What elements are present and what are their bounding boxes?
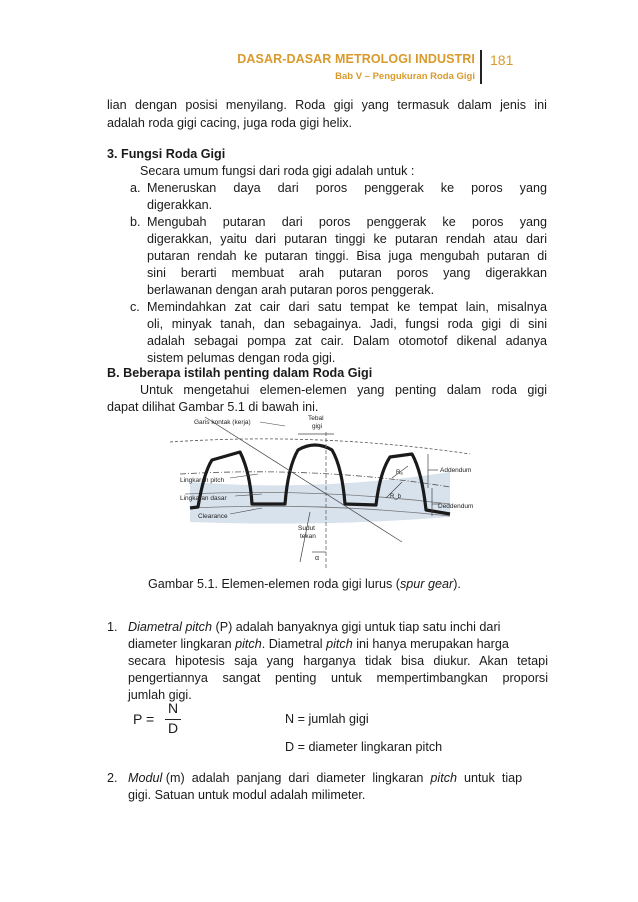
garis-kontak-leader (260, 422, 285, 426)
item-c-marker: c. (130, 300, 140, 314)
label-lingkaran-pitch: Lingkaran pitch (180, 477, 225, 484)
label-alpha: α (315, 555, 320, 562)
definition-2-number: 2. (107, 771, 118, 785)
header-divider (480, 50, 482, 84)
label-rb: R_b (390, 494, 402, 500)
running-header-subtitle: Bab V – Pengukuran Roda Gigi (335, 71, 475, 82)
label-garis-kontak: Garis kontak (kerja) (194, 419, 251, 426)
intro-line-2: adalah roda gigi cacing, juga roda gigi helix. (107, 116, 353, 130)
item-a-marker: a. (130, 181, 141, 195)
formula-numerator: N (168, 700, 179, 716)
item-a-line-1: Meneruskan daya dari poros penggerak ke poros yang (147, 181, 547, 195)
figure-caption: Gambar 5.1. Elemen-elemen roda gigi lurus (spur gear). (148, 577, 461, 591)
item-c-line-1: Memindahkan zat cair dari satu tempat ke tempat lain, misalnya (147, 300, 547, 314)
item-b-line-1: Mengubah putaran dari poros penggerak ke poros yang (147, 215, 547, 229)
gear-diagram (150, 412, 490, 572)
definition-1-line-3: secara hipotesis saja yang harganya tidak bisa diukur. Akan tetapi (128, 654, 548, 668)
label-addendum: Addendum (440, 467, 472, 474)
label-ra: Rₐ (396, 470, 403, 476)
pitch-leader (230, 474, 258, 478)
formula-note-1: N = jumlah gigi (285, 712, 369, 726)
label-tebal: Tebal (308, 415, 324, 422)
definition-1-number: 1. (107, 620, 118, 634)
formula-lhs: P = (133, 711, 155, 727)
label-deddendum: Deddendum (438, 503, 474, 510)
running-header-title: DASAR-DASAR METROLOGI INDUSTRI (237, 52, 475, 66)
item-c-line-4: sistem pelumas dengan roda gigi. (147, 351, 336, 365)
item-a-line-2: digerakkan. (147, 198, 213, 212)
section-3-heading: 3. Fungsi Roda Gigi (107, 147, 226, 161)
section-b-line-1: Untuk mengetahui elemen-elemen yang penting dalam roda gigi (140, 383, 547, 397)
gear-body-shading (190, 472, 450, 524)
label-gigi: gigi (312, 423, 323, 430)
item-b-marker: b. (130, 215, 141, 229)
label-clearance: Clearance (198, 513, 228, 520)
label-lingkaran-dasar: Lingkaran dasar (180, 495, 227, 502)
item-b-line-5: berlawanan dengan arah putaran poros penggerak. (147, 283, 435, 297)
formula-note-2: D = diameter lingkaran pitch (285, 740, 443, 754)
item-b-line-4: sini berarti membuat arah putaran poros yang digerakkan (147, 266, 547, 280)
section-b-line-2: dapat dilihat Gambar 5.1 di bawah ini. (107, 400, 319, 414)
item-c-line-2: oli, minyak tanah, dan sebagainya. Jadi, fungsi roda gigi di sini (147, 317, 547, 331)
page-number: 181 (490, 52, 514, 68)
label-sudut: Sudut (298, 525, 315, 532)
definition-2-line-2: gigi. Satuan untuk modul adalah milimeter. (128, 788, 366, 802)
section-b-heading: B. Beberapa istilah penting dalam Roda Gigi (107, 366, 373, 380)
definition-1-line-4: pengertiannya sangat penting untuk mempertimbangkan proporsi (128, 671, 548, 685)
definition-1-line-1: Diametral pitch (P) adalah banyaknya gigi untuk tiap satu inchi dari (128, 620, 501, 634)
label-tekan: tekan (300, 533, 316, 540)
section-3-lead: Secara umum fungsi dari roda gigi adalah untuk : (140, 164, 415, 178)
formula-denominator: D (168, 720, 179, 736)
definition-2-line-1: Modul (m) adalah panjang dari diameter lingkaran pitch untuk tiap (128, 771, 523, 785)
intro-line-1: lian dengan posisi menyilang. Roda gigi yang termasuk dalam jenis ini (107, 98, 547, 112)
definition-1-line-5: jumlah gigi. (128, 688, 192, 702)
definition-1-line-2: diameter lingkaran pitch. Diametral pitch ini hanya merupakan harga (128, 637, 509, 651)
item-b-line-3: putaran rendah ke putaran tinggi. Bisa juga mengubah putaran di (147, 249, 547, 263)
item-b-line-2: digerakkan, yaitu dari putaran tinggi ke putaran rendah atau dari (147, 232, 547, 246)
item-c-line-3: adalah sebagai pompa zat cair. Dalam otomotof dikenal adanya (147, 334, 547, 348)
